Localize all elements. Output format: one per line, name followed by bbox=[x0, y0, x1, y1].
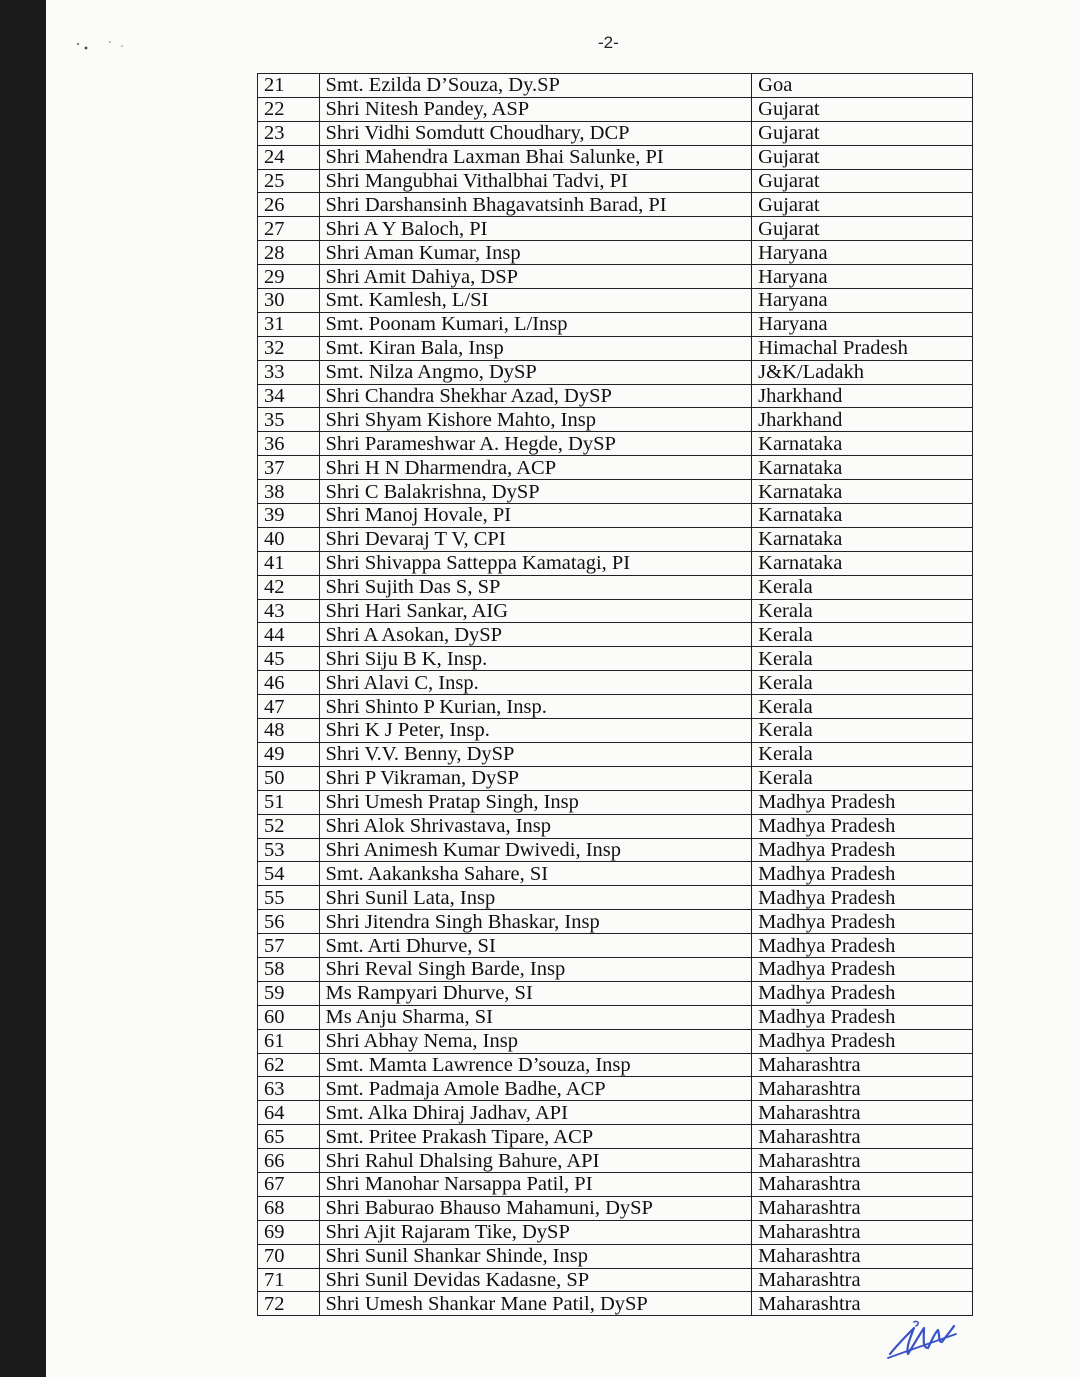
row-number: 30 bbox=[258, 289, 320, 313]
state-name: Maharashtra bbox=[752, 1077, 973, 1101]
row-number: 38 bbox=[258, 480, 320, 504]
table-row bbox=[258, 408, 973, 432]
table-row bbox=[258, 1125, 973, 1149]
state-name: Karnataka bbox=[752, 456, 973, 480]
row-number: 42 bbox=[258, 575, 320, 599]
table-row bbox=[258, 169, 973, 193]
officer-name: Shri Jitendra Singh Bhaskar, Insp bbox=[319, 910, 752, 934]
table-row bbox=[258, 910, 973, 934]
state-name: Kerala bbox=[752, 599, 973, 623]
officer-name: Shri Alavi C, Insp. bbox=[319, 671, 752, 695]
state-name: Maharashtra bbox=[752, 1053, 973, 1077]
state-name: Maharashtra bbox=[752, 1101, 973, 1125]
table-row bbox=[258, 886, 973, 910]
table-row bbox=[258, 957, 973, 981]
state-name: Madhya Pradesh bbox=[752, 862, 973, 886]
row-number: 36 bbox=[258, 432, 320, 456]
row-number: 46 bbox=[258, 671, 320, 695]
officer-name: Smt. Kiran Bala, Insp bbox=[319, 336, 752, 360]
row-number: 21 bbox=[258, 74, 320, 98]
officer-name: Smt. Alka Dhiraj Jadhav, API bbox=[319, 1101, 752, 1125]
table-row bbox=[258, 838, 973, 862]
table-row bbox=[258, 1005, 973, 1029]
table-row bbox=[258, 384, 973, 408]
state-name: Gujarat bbox=[752, 145, 973, 169]
officer-name: Shri Sunil Devidas Kadasne, SP bbox=[319, 1268, 752, 1292]
row-number: 32 bbox=[258, 336, 320, 360]
state-name: Karnataka bbox=[752, 480, 973, 504]
officer-name: Smt. Arti Dhurve, SI bbox=[319, 934, 752, 958]
officer-name: Shri Shinto P Kurian, Insp. bbox=[319, 695, 752, 719]
row-number: 61 bbox=[258, 1029, 320, 1053]
row-number: 53 bbox=[258, 838, 320, 862]
signature bbox=[884, 1314, 960, 1364]
table-row bbox=[258, 336, 973, 360]
table-row bbox=[258, 814, 973, 838]
state-name: Kerala bbox=[752, 719, 973, 743]
row-number: 69 bbox=[258, 1220, 320, 1244]
state-name: Haryana bbox=[752, 241, 973, 265]
state-name: Gujarat bbox=[752, 97, 973, 121]
state-name: Jharkhand bbox=[752, 408, 973, 432]
row-number: 44 bbox=[258, 623, 320, 647]
row-number: 33 bbox=[258, 360, 320, 384]
table-row bbox=[258, 1077, 973, 1101]
state-name: Madhya Pradesh bbox=[752, 838, 973, 862]
state-name: Kerala bbox=[752, 671, 973, 695]
table-row bbox=[258, 527, 973, 551]
table-row bbox=[258, 217, 973, 241]
officer-name: Shri Parameshwar A. Hegde, DySP bbox=[319, 432, 752, 456]
row-number: 58 bbox=[258, 957, 320, 981]
table-row bbox=[258, 934, 973, 958]
state-name: Karnataka bbox=[752, 432, 973, 456]
table-row bbox=[258, 599, 973, 623]
state-name: Madhya Pradesh bbox=[752, 934, 973, 958]
row-number: 71 bbox=[258, 1268, 320, 1292]
table-row bbox=[258, 432, 973, 456]
table-row bbox=[258, 1268, 973, 1292]
table-row bbox=[258, 671, 973, 695]
officer-name: Smt. Aakanksha Sahare, SI bbox=[319, 862, 752, 886]
officer-name: Smt. Ezilda D’Souza, Dy.SP bbox=[319, 74, 752, 98]
row-number: 67 bbox=[258, 1172, 320, 1196]
state-name: Madhya Pradesh bbox=[752, 790, 973, 814]
state-name: Maharashtra bbox=[752, 1244, 973, 1268]
officer-name: Shri Hari Sankar, AIG bbox=[319, 599, 752, 623]
roster-table-body bbox=[258, 74, 973, 1316]
state-name: Kerala bbox=[752, 623, 973, 647]
officer-name: Ms Anju Sharma, SI bbox=[319, 1005, 752, 1029]
state-name: Maharashtra bbox=[752, 1220, 973, 1244]
table-row bbox=[258, 1172, 973, 1196]
officer-name: Shri Manoj Hovale, PI bbox=[319, 504, 752, 528]
row-number: 54 bbox=[258, 862, 320, 886]
state-name: Karnataka bbox=[752, 504, 973, 528]
officer-name: Shri Umesh Shankar Mane Patil, DySP bbox=[319, 1292, 752, 1316]
officer-name: Shri Sunil Shankar Shinde, Insp bbox=[319, 1244, 752, 1268]
row-number: 31 bbox=[258, 312, 320, 336]
row-number: 41 bbox=[258, 551, 320, 575]
officer-name: Shri Rahul Dhalsing Bahure, API bbox=[319, 1149, 752, 1173]
officer-name: Shri V.V. Benny, DySP bbox=[319, 742, 752, 766]
row-number: 62 bbox=[258, 1053, 320, 1077]
scan-specks bbox=[74, 38, 134, 58]
officer-name: Shri Darshansinh Bhagavatsinh Barad, PI bbox=[319, 193, 752, 217]
table-row bbox=[258, 360, 973, 384]
row-number: 37 bbox=[258, 456, 320, 480]
row-number: 57 bbox=[258, 934, 320, 958]
state-name: Madhya Pradesh bbox=[752, 981, 973, 1005]
state-name: Madhya Pradesh bbox=[752, 1005, 973, 1029]
table-row bbox=[258, 1149, 973, 1173]
officer-name: Shri Ajit Rajaram Tike, DySP bbox=[319, 1220, 752, 1244]
officer-name: Shri C Balakrishna, DySP bbox=[319, 480, 752, 504]
state-name: Madhya Pradesh bbox=[752, 1029, 973, 1053]
row-number: 23 bbox=[258, 121, 320, 145]
officer-name: Shri Sunil Lata, Insp bbox=[319, 886, 752, 910]
officer-name: Shri Manohar Narsappa Patil, PI bbox=[319, 1172, 752, 1196]
state-name: Himachal Pradesh bbox=[752, 336, 973, 360]
table-row bbox=[258, 742, 973, 766]
state-name: Maharashtra bbox=[752, 1149, 973, 1173]
row-number: 66 bbox=[258, 1149, 320, 1173]
table-row bbox=[258, 1029, 973, 1053]
table-row bbox=[258, 456, 973, 480]
state-name: Gujarat bbox=[752, 193, 973, 217]
table-row bbox=[258, 551, 973, 575]
officer-name: Shri Aman Kumar, Insp bbox=[319, 241, 752, 265]
table-row bbox=[258, 289, 973, 313]
table-row bbox=[258, 193, 973, 217]
officer-name: Shri Vidhi Somdutt Choudhary, DCP bbox=[319, 121, 752, 145]
officer-name: Shri Sujith Das S, SP bbox=[319, 575, 752, 599]
officer-name: Shri Shivappa Satteppa Kamatagi, PI bbox=[319, 551, 752, 575]
state-name: Madhya Pradesh bbox=[752, 957, 973, 981]
officer-name: Smt. Poonam Kumari, L/Insp bbox=[319, 312, 752, 336]
row-number: 48 bbox=[258, 719, 320, 743]
officer-name: Shri Siju B K, Insp. bbox=[319, 647, 752, 671]
officer-name: Shri Baburao Bhauso Mahamuni, DySP bbox=[319, 1196, 752, 1220]
officer-name: Shri Abhay Nema, Insp bbox=[319, 1029, 752, 1053]
table-row bbox=[258, 312, 973, 336]
officer-name: Shri Nitesh Pandey, ASP bbox=[319, 97, 752, 121]
table-row bbox=[258, 504, 973, 528]
officer-name: Shri Mahendra Laxman Bhai Salunke, PI bbox=[319, 145, 752, 169]
table-row bbox=[258, 145, 973, 169]
table-row bbox=[258, 97, 973, 121]
state-name: Maharashtra bbox=[752, 1292, 973, 1316]
table-row bbox=[258, 862, 973, 886]
row-number: 65 bbox=[258, 1125, 320, 1149]
state-name: Kerala bbox=[752, 647, 973, 671]
officer-name: Shri P Vikraman, DySP bbox=[319, 766, 752, 790]
table-row bbox=[258, 1101, 973, 1125]
officer-name: Shri Shyam Kishore Mahto, Insp bbox=[319, 408, 752, 432]
table-row bbox=[258, 981, 973, 1005]
table-row bbox=[258, 74, 973, 98]
officer-name: Smt. Nilza Angmo, DySP bbox=[319, 360, 752, 384]
table-row bbox=[258, 265, 973, 289]
state-name: Goa bbox=[752, 74, 973, 98]
row-number: 55 bbox=[258, 886, 320, 910]
row-number: 24 bbox=[258, 145, 320, 169]
table-row bbox=[258, 480, 973, 504]
officer-name: Shri Amit Dahiya, DSP bbox=[319, 265, 752, 289]
state-name: Madhya Pradesh bbox=[752, 886, 973, 910]
state-name: Maharashtra bbox=[752, 1172, 973, 1196]
row-number: 51 bbox=[258, 790, 320, 814]
row-number: 29 bbox=[258, 265, 320, 289]
state-name: Maharashtra bbox=[752, 1268, 973, 1292]
state-name: Gujarat bbox=[752, 217, 973, 241]
state-name: Kerala bbox=[752, 742, 973, 766]
row-number: 64 bbox=[258, 1101, 320, 1125]
state-name: Kerala bbox=[752, 575, 973, 599]
scan-left-edge bbox=[0, 0, 46, 1377]
row-number: 50 bbox=[258, 766, 320, 790]
row-number: 49 bbox=[258, 742, 320, 766]
page-number: -2- bbox=[598, 33, 619, 52]
officer-name: Shri A Y Baloch, PI bbox=[319, 217, 752, 241]
roster-table bbox=[257, 73, 973, 1316]
row-number: 70 bbox=[258, 1244, 320, 1268]
row-number: 22 bbox=[258, 97, 320, 121]
state-name: Haryana bbox=[752, 265, 973, 289]
state-name: Jharkhand bbox=[752, 384, 973, 408]
row-number: 40 bbox=[258, 527, 320, 551]
state-name: Haryana bbox=[752, 312, 973, 336]
officer-name: Shri H N Dharmendra, ACP bbox=[319, 456, 752, 480]
table-row bbox=[258, 766, 973, 790]
officer-name: Shri Umesh Pratap Singh, Insp bbox=[319, 790, 752, 814]
officer-name: Smt. Padmaja Amole Badhe, ACP bbox=[319, 1077, 752, 1101]
row-number: 72 bbox=[258, 1292, 320, 1316]
row-number: 35 bbox=[258, 408, 320, 432]
row-number: 47 bbox=[258, 695, 320, 719]
row-number: 26 bbox=[258, 193, 320, 217]
table-row bbox=[258, 790, 973, 814]
table-row bbox=[258, 1220, 973, 1244]
state-name: J&K/Ladakh bbox=[752, 360, 973, 384]
officer-name: Shri Alok Shrivastava, Insp bbox=[319, 814, 752, 838]
officer-name: Shri Reval Singh Barde, Insp bbox=[319, 957, 752, 981]
state-name: Karnataka bbox=[752, 551, 973, 575]
table-row bbox=[258, 1196, 973, 1220]
table-row bbox=[258, 1292, 973, 1316]
table-row bbox=[258, 1244, 973, 1268]
row-number: 39 bbox=[258, 504, 320, 528]
state-name: Gujarat bbox=[752, 121, 973, 145]
row-number: 59 bbox=[258, 981, 320, 1005]
table-row bbox=[258, 695, 973, 719]
table-row bbox=[258, 1053, 973, 1077]
state-name: Karnataka bbox=[752, 527, 973, 551]
row-number: 56 bbox=[258, 910, 320, 934]
officer-name: Shri A Asokan, DySP bbox=[319, 623, 752, 647]
table-row bbox=[258, 623, 973, 647]
state-name: Haryana bbox=[752, 289, 973, 313]
table-row bbox=[258, 121, 973, 145]
row-number: 63 bbox=[258, 1077, 320, 1101]
row-number: 28 bbox=[258, 241, 320, 265]
officer-name: Shri Chandra Shekhar Azad, DySP bbox=[319, 384, 752, 408]
table-row bbox=[258, 575, 973, 599]
state-name: Madhya Pradesh bbox=[752, 814, 973, 838]
state-name: Kerala bbox=[752, 695, 973, 719]
state-name: Gujarat bbox=[752, 169, 973, 193]
officer-name: Smt. Mamta Lawrence D’souza, Insp bbox=[319, 1053, 752, 1077]
officer-name: Smt. Pritee Prakash Tipare, ACP bbox=[319, 1125, 752, 1149]
state-name: Maharashtra bbox=[752, 1196, 973, 1220]
row-number: 68 bbox=[258, 1196, 320, 1220]
table-row bbox=[258, 647, 973, 671]
row-number: 60 bbox=[258, 1005, 320, 1029]
row-number: 25 bbox=[258, 169, 320, 193]
officer-name: Shri K J Peter, Insp. bbox=[319, 719, 752, 743]
officer-name: Shri Animesh Kumar Dwivedi, Insp bbox=[319, 838, 752, 862]
state-name: Kerala bbox=[752, 766, 973, 790]
table-row bbox=[258, 241, 973, 265]
row-number: 27 bbox=[258, 217, 320, 241]
row-number: 43 bbox=[258, 599, 320, 623]
officer-name: Smt. Kamlesh, L/SI bbox=[319, 289, 752, 313]
row-number: 52 bbox=[258, 814, 320, 838]
officer-name: Shri Devaraj T V, CPI bbox=[319, 527, 752, 551]
table-row bbox=[258, 719, 973, 743]
officer-name: Shri Mangubhai Vithalbhai Tadvi, PI bbox=[319, 169, 752, 193]
state-name: Maharashtra bbox=[752, 1125, 973, 1149]
officer-name: Ms Rampyari Dhurve, SI bbox=[319, 981, 752, 1005]
row-number: 45 bbox=[258, 647, 320, 671]
state-name: Madhya Pradesh bbox=[752, 910, 973, 934]
row-number: 34 bbox=[258, 384, 320, 408]
